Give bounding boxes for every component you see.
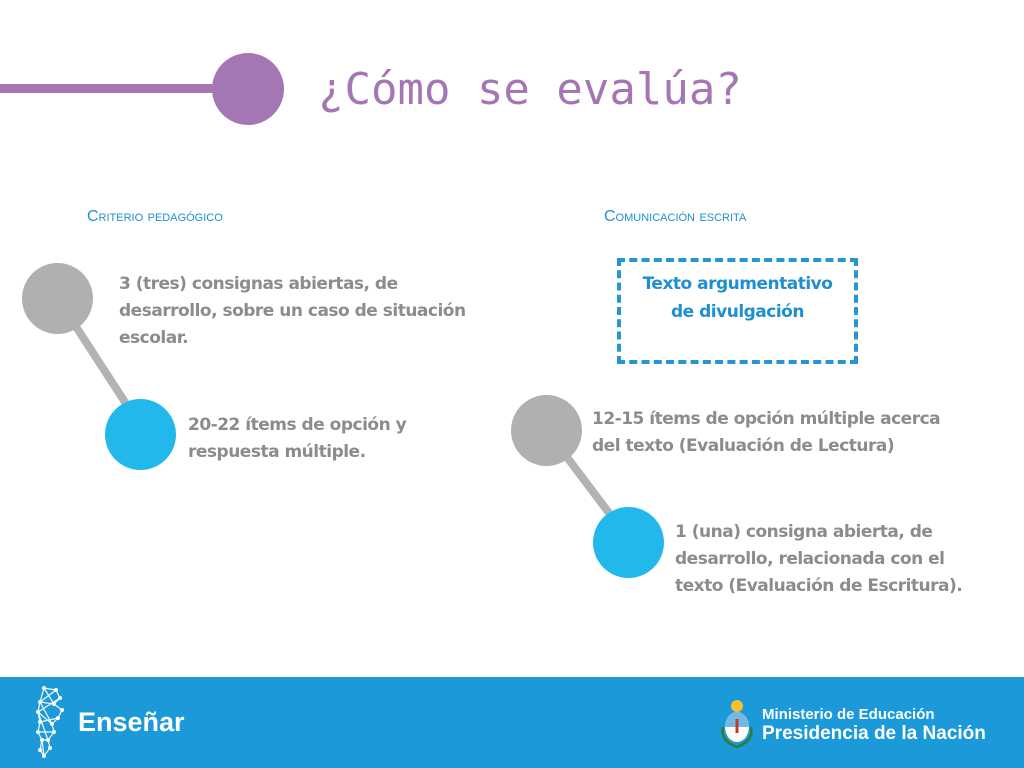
- right-item-1-text: 12-15 ítems de opción múltiple acerca del texto (Evaluación de Lectura): [592, 409, 941, 456]
- left-blue-circle: [105, 399, 176, 470]
- argentina-coat-of-arms-icon: [720, 697, 754, 749]
- presidency-name: Presidencia de la Nación: [762, 723, 986, 744]
- title-accent-dot: [212, 53, 284, 125]
- right-gray-circle: [511, 395, 582, 466]
- text-type-line-1: Texto argumentativo: [642, 274, 833, 294]
- right-section-heading: Comunicación escrita: [604, 208, 747, 225]
- text-type-box-label: [617, 270, 858, 326]
- argentina-map-network-icon: [30, 684, 74, 762]
- title-accent-line: [0, 84, 240, 93]
- text-type-line-2: de divulgación: [671, 302, 804, 322]
- left-section-heading: Criterio pedagógico: [87, 208, 223, 225]
- slide-title: ¿Cómo se evalúa?: [318, 64, 742, 115]
- right-blue-circle: [593, 507, 664, 578]
- left-gray-circle: [22, 263, 93, 334]
- ministry-name: Ministerio de Educación: [762, 706, 935, 723]
- ensenar-brand: Enseñar: [78, 707, 185, 737]
- right-item-2-text: 1 (una) consigna abierta, de desarrollo, relacionada con el texto (Evaluación de Escritura).: [675, 522, 963, 596]
- left-item-2-text: 20-22 ítems de opción y respuesta múltiple.: [188, 415, 407, 462]
- left-item-1-text: 3 (tres) consignas abiertas, de desarrollo, sobre un caso de situación escolar.: [119, 274, 466, 348]
